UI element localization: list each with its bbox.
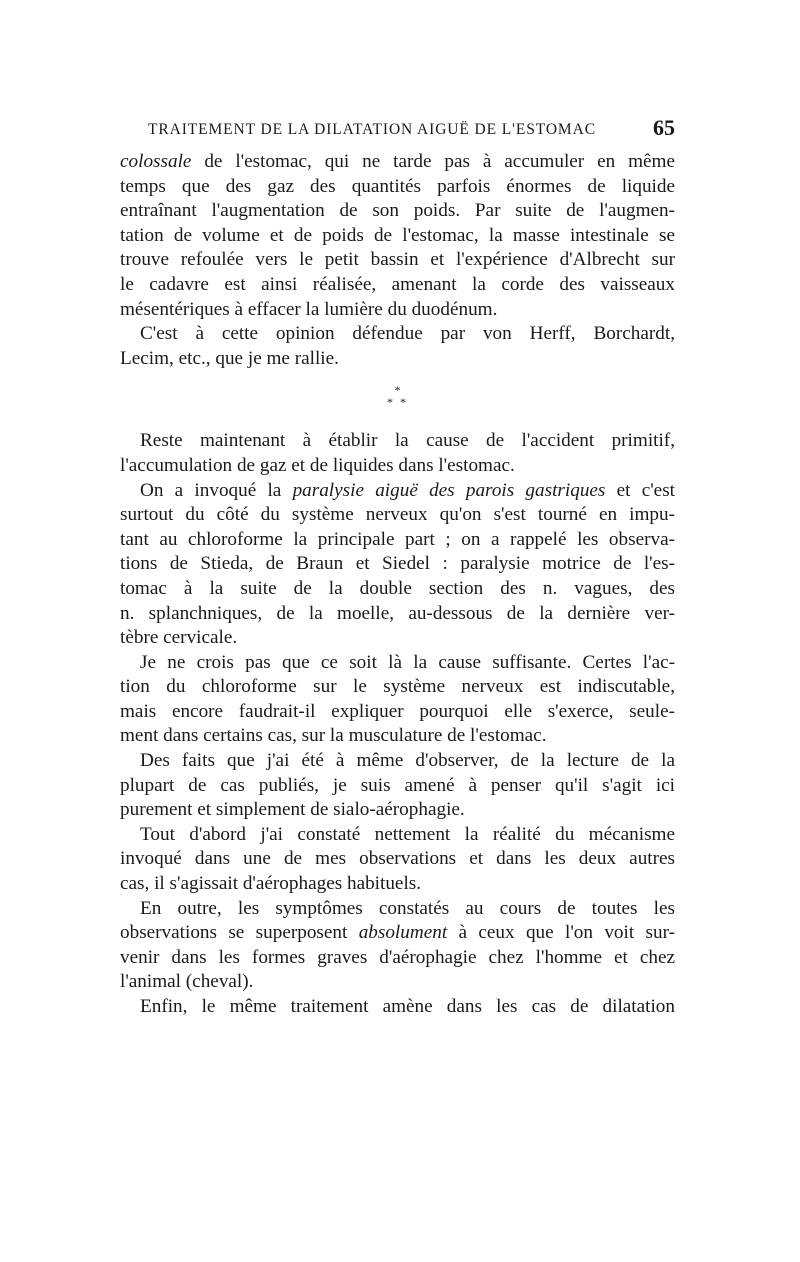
text-line: tomac à la suite de la double section des n. vagues, des — [120, 577, 675, 599]
text-line: mésentériques à effacer la lumière du duodénum. — [120, 298, 498, 320]
text-line: ment dans certains cas, sur la musculature de l'estomac. — [120, 725, 547, 747]
text-line: invoqué dans une de mes observations et dans les deux autres — [120, 848, 675, 870]
emphasis: colossale — [120, 151, 192, 172]
asterism-top: * — [394, 383, 401, 398]
text-span: et c'est — [605, 479, 675, 501]
emphasis: absolument — [358, 922, 448, 944]
page-header — [120, 115, 675, 145]
body-text — [120, 150, 675, 1020]
text-line: Je ne crois pas que ce soit là la cause suffisante. Certes l'ac- — [140, 651, 675, 673]
text-line: surtout du côté du système nerveux qu'on s'est tourné en impu- — [120, 504, 675, 526]
paragraph-6 — [120, 749, 675, 823]
section-asterism — [120, 374, 675, 424]
paragraph-5 — [120, 651, 675, 749]
text-line — [120, 150, 675, 175]
paragraph-4 — [120, 479, 675, 651]
text-line: tant au chloroforme la principale part ; on a rappelé les observa- — [120, 528, 675, 550]
paragraph-1 — [120, 150, 675, 322]
text-line — [120, 921, 675, 946]
text-line: purement et simplement de sialo-aérophagie. — [120, 799, 465, 821]
text-line: temps que des gaz des quantités parfois énormes de liquide — [120, 175, 675, 197]
asterism-bottom: * * — [387, 395, 408, 410]
text-line: plupart de cas publiés, je suis amené à penser qu'il s'agit ici — [120, 774, 675, 796]
page-number: 65 — [653, 115, 675, 140]
running-head: TRAITEMENT DE LA DILATATION AIGUË DE L'ESTOMAC — [148, 121, 596, 138]
text-line: le cadavre est ainsi réalisée, amenant la corde des vaisseaux — [120, 273, 675, 295]
text-line: venir dans les formes graves d'aérophagie chez l'homme et chez — [120, 946, 675, 968]
text-line — [120, 479, 675, 504]
text-line: Enfin, le même traitement amène dans les cas de dilatation — [140, 996, 675, 1017]
text-line: Lecim, etc., que je me rallie. — [120, 347, 339, 369]
text-line: mais encore faudrait-il expliquer pourquoi elle s'exerce, seule- — [120, 700, 675, 722]
text-line: l'accumulation de gaz et de liquides dans l'estomac. — [120, 454, 515, 476]
text-line: tèbre cervicale. — [120, 627, 238, 649]
text-line: Tout d'abord j'ai constaté nettement la réalité du mécanisme — [140, 823, 675, 845]
text-line: Reste maintenant à établir la cause de l'accident primitif, — [140, 430, 675, 452]
text-line: C'est à cette opinion défendue par von Herff, Borchardt, — [140, 323, 675, 345]
text-line: Des faits que j'ai été à même d'observer, de la lecture de la — [140, 750, 675, 772]
text-line: trouve refoulée vers le petit bassin et l'expérience d'Albrecht sur — [120, 249, 675, 271]
paragraph-9 — [120, 995, 675, 1020]
paragraph-7 — [120, 823, 675, 897]
paragraph-2 — [120, 322, 675, 371]
paragraph-8 — [120, 897, 675, 995]
text-line: n. splanchniques, de la moelle, au-dessous de la dernière ver- — [120, 602, 675, 624]
text-line: tions de Stieda, de Braun et Siedel : paralysie motrice de l'es- — [120, 553, 675, 575]
text-span: de l'estomac, qui ne tarde pas à accumuler en même — [191, 151, 675, 172]
text-line: En outre, les symptômes constatés au cours de toutes les — [140, 897, 675, 919]
text-line: l'animal (cheval). — [120, 971, 254, 993]
emphasis: paralysie aiguë des parois gastriques — [292, 479, 606, 501]
text-span: observations se superposent — [120, 922, 359, 944]
text-span: à ceux que l'on voit sur- — [447, 922, 675, 944]
text-span: On a invoqué la — [140, 479, 293, 501]
text-line: cas, il s'agissait d'aérophages habituels. — [120, 873, 422, 895]
text-line: tion du chloroforme sur le système nerveux est indiscutable, — [120, 676, 675, 698]
paragraph-3 — [120, 429, 675, 478]
text-line: tation de volume et de poids de l'estomac, la masse intestinale se — [120, 224, 675, 246]
text-line: entraînant l'augmentation de son poids. Par suite de l'augmen- — [120, 200, 675, 222]
